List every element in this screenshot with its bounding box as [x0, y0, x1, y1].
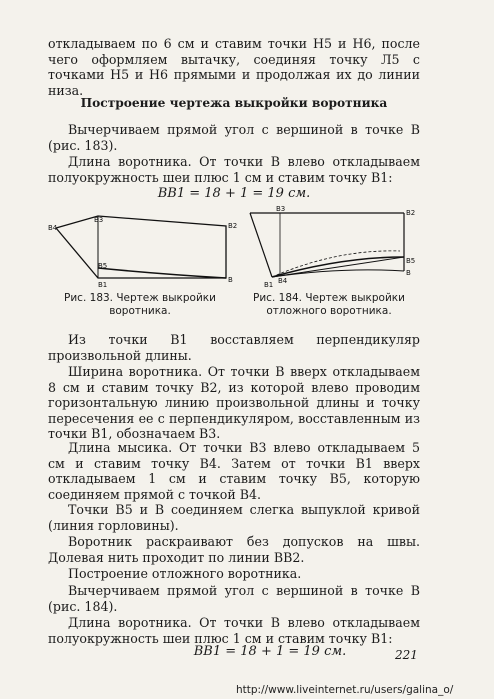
- paragraph-6: Точки В5 и В соединяем слегка выпуклой кривой (линия горловины).: [48, 502, 420, 533]
- paragraph-1: Вычерчиваем прямой угол с вершиной в точке В (рис. 183).: [48, 122, 420, 153]
- paragraph-2: Длина воротника. От точки В влево откладываем полуокружность шеи плюс 1 см и ставим точку В1:: [48, 154, 420, 185]
- fig183-label-b1: В1: [98, 281, 108, 289]
- page-number: 221: [395, 648, 418, 662]
- figure-184-diagram: [242, 205, 420, 290]
- paragraph-5: Длина мысика. От точки В3 влево откладываем 5 см и ставим точку В4. Затем от точки В1 вверх откладываем 1 см и ставим точку В5, которую соединяем прямой с точкой В4.: [48, 440, 420, 502]
- fig184-label-b3: В3: [276, 205, 286, 213]
- paragraph-intro: откладываем по 6 см и ставим точки Н5 и Н6, после чего оформляем вытачку, соединяя точку Л5 с точками Н5 и Н6 прямыми и продолжая их до линии низа.: [48, 36, 420, 98]
- source-url: http://www.liveinternet.ru/users/galina_o/: [236, 684, 454, 696]
- fig184-label-b1: В1: [264, 281, 274, 289]
- fig184-label-b4: В4: [278, 277, 288, 285]
- paragraph-7: Воротник раскраивают без допусков на швы. Долевая нить проходит по линии ВВ2.: [48, 534, 420, 565]
- fig183-label-b4: В4: [48, 224, 58, 232]
- section-heading: Построение чертежа выкройки воротника: [80, 96, 388, 110]
- paragraph-9: Вычерчиваем прямой угол с вершиной в точке В (рис. 184).: [48, 583, 420, 614]
- paragraph-8: Построение отложного воротника.: [68, 566, 302, 581]
- fig184-label-b2: В2: [406, 209, 416, 217]
- fig183-label-b3: В3: [94, 216, 104, 224]
- paragraph-3: Из точки В1 восставляем перпендикуляр произвольной длины.: [48, 332, 420, 363]
- caption-figure-183: Рис. 183. Чертеж выкройки воротника.: [64, 292, 216, 317]
- fig183-label-b: В: [228, 276, 233, 284]
- fig184-label-b5: В5: [406, 257, 416, 265]
- fig183-label-b5: В5: [98, 262, 108, 270]
- paragraph-4: Ширина воротника. От точки В вверх откладываем 8 см и ставим точку В2, из которой влево проводим горизонтальную линию произвольной длины и точку пересечения ее с перпендикуляром, восставленным из точки В1, обозначаем В3.: [48, 364, 420, 442]
- fig184-label-b: В: [406, 269, 411, 277]
- formula-2: ВВ1 = 18 + 1 = 19 см.: [193, 644, 347, 659]
- caption-figure-184: Рис. 184. Чертеж выкройки отложного воротника.: [253, 292, 405, 317]
- formula-1: ВВ1 = 18 + 1 = 19 см.: [157, 186, 311, 201]
- fig183-label-b2: В2: [228, 222, 238, 230]
- figure-183-diagram: [48, 210, 238, 290]
- paragraph-10: Длина воротника. От точки В влево откладываем полуокружность шеи плюс 1 см и ставим точку В1:: [48, 615, 420, 646]
